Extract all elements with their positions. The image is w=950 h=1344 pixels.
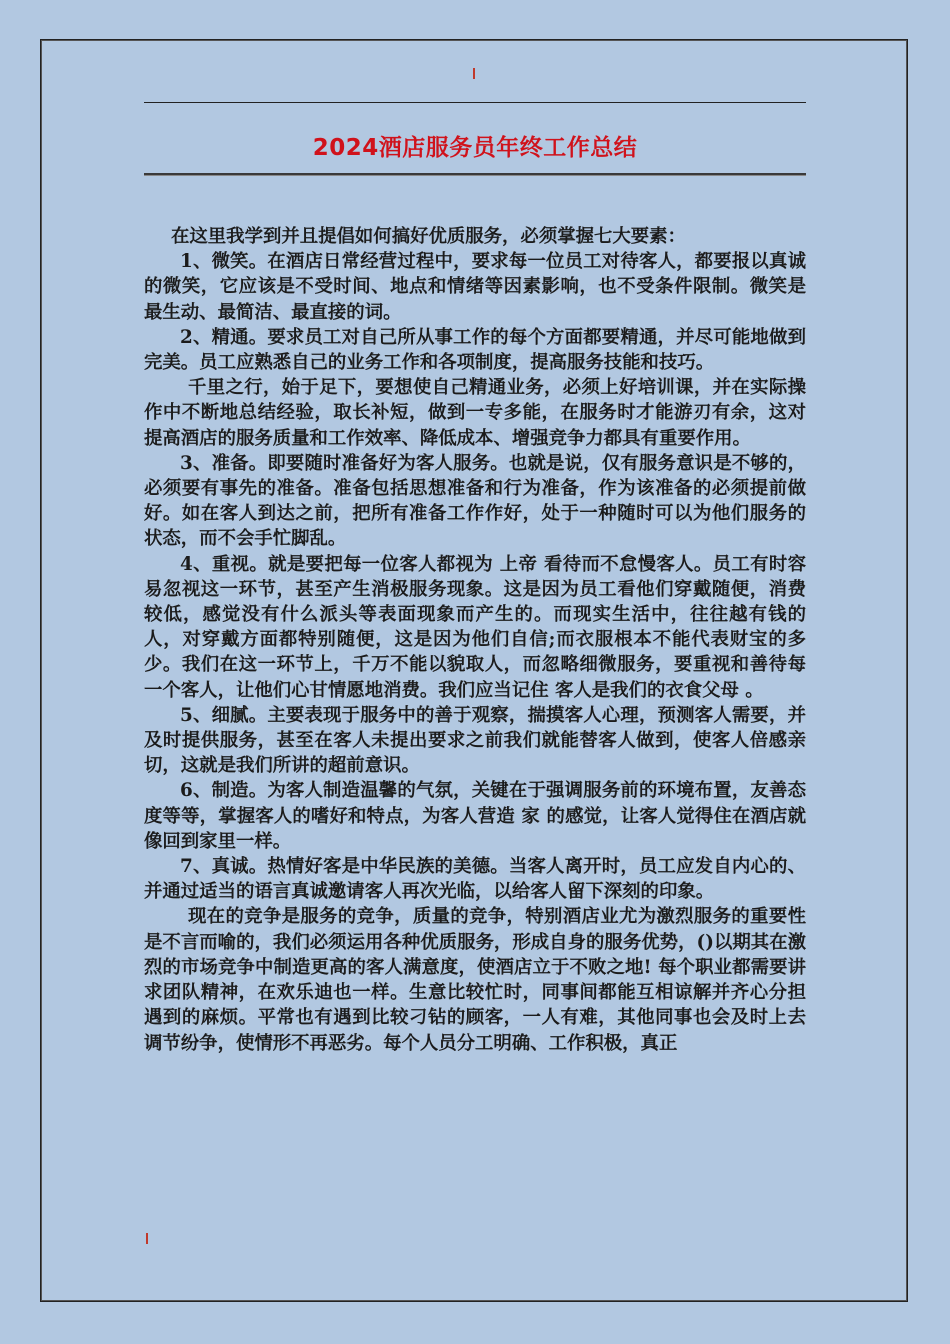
footer-mark [146,1233,148,1244]
document-body [144,224,806,1056]
paragraph-meticulous: 5、细腻。主要表现于服务中的善于观察，揣摸客人心理，预测客人需要，并及时提供服务，甚至在客人未提出要求之前我们就能替客人做到，使客人倍感亲切，这就是我们所讲的超前意识。 [144,704,806,777]
title-underline [144,173,806,175]
paragraph-intro: 在这里我学到并且提倡如何搞好优质服务，必须掌握七大要素： [171,226,686,247]
paragraph-preparation: 3、准备。即要随时准备好为客人服务。也就是说，仅有服务意识是不够的，必须要有事先的准备。准备包括思想准备和行为准备，作为该准备的必须提前做好。如在客人到达之前，把所有准备工作作好，处于一种随时可以为他们服务的状态，而不会手忙脚乱。 [144,452,806,550]
paragraph-competition: 现在的竞争是服务的竞争，质量的竞争，特别酒店业尤为激烈服务的重要性是不言而喻的，我们必须运用各种优质服务，形成自身的服务优势，()以期其在激烈的市场竞争中制造更高的客人满意度，使酒店立于不败之地! 每个职业都需要讲求团队精神，在欢乐迪也一样。生意比较忙时，同事间都能互相谅解并齐心分担遇到的麻烦。平常也有遇到比较刁钻的顾客，一人有难，其他同事也会及时上去调节纷争，使情形不再恶劣。每个人员分工明确、工作积极，真正 [144,906,806,1054]
paragraph-attention: 4、重视。就是要把每一位客人都视为 上帝 看待而不怠慢客人。员工有时容易忽视这一环节，甚至产生消极服务现象。这是因为员工看他们穿戴随便，消费较低，感觉没有什么派头等表面现象而产生的。而现实生活中，往往越有钱的人，对穿戴方面都特别随便，这是因为他们自信;而衣服根本不能代表财宝的多少。我们在这一环节上，千万不能以貌取人，而忽略细微服务，要重视和善待每一个客人，让他们心甘情愿地消费。我们应当记住 客人是我们的衣食父母 。 [144,553,806,701]
paragraph-training: 千里之行，始于足下，要想使自己精通业务，必须上好培训课，并在实际操作中不断地总结经验，取长补短，做到一专多能，在服务时才能游刃有余，这对提高酒店的服务质量和工作效率、降低成本、增强竞争力都具有重要作用。 [144,377,806,449]
paragraph-sincerity: 7、真诚。热情好客是中华民族的美德。当客人离开时，员工应发自内心的、并通过适当的语言真诚邀请客人再次光临，以给客人留下深刻的印象。 [144,856,806,903]
paragraph-create: 6、制造。为客人制造温馨的气氛，关键在于强调服务前的环境布置，友善态度等等，掌握客人的嗜好和特点，为客人营造 家 的感觉，让客人觉得住在酒店就像回到家里一样。 [144,780,806,852]
header-rule [144,102,806,103]
document-title: 2024酒店服务员年终工作总结 [312,135,638,161]
paragraph-proficiency: 2、精通。要求员工对自己所从事工作的每个方面都要精通，并尽可能地做到完美。员工应熟悉自己的业务工作和各项制度，提高服务技能和技巧。 [144,326,806,374]
paragraph-smile: 1、微笑。在酒店日常经营过程中，要求每一位员工对待客人，都要报以真诚的微笑，它应该是不受时间、地点和情绪等因素影响，也不受条件限制。微笑是最生动、最简洁、最直接的词。 [144,251,806,323]
header-mark [473,68,475,79]
